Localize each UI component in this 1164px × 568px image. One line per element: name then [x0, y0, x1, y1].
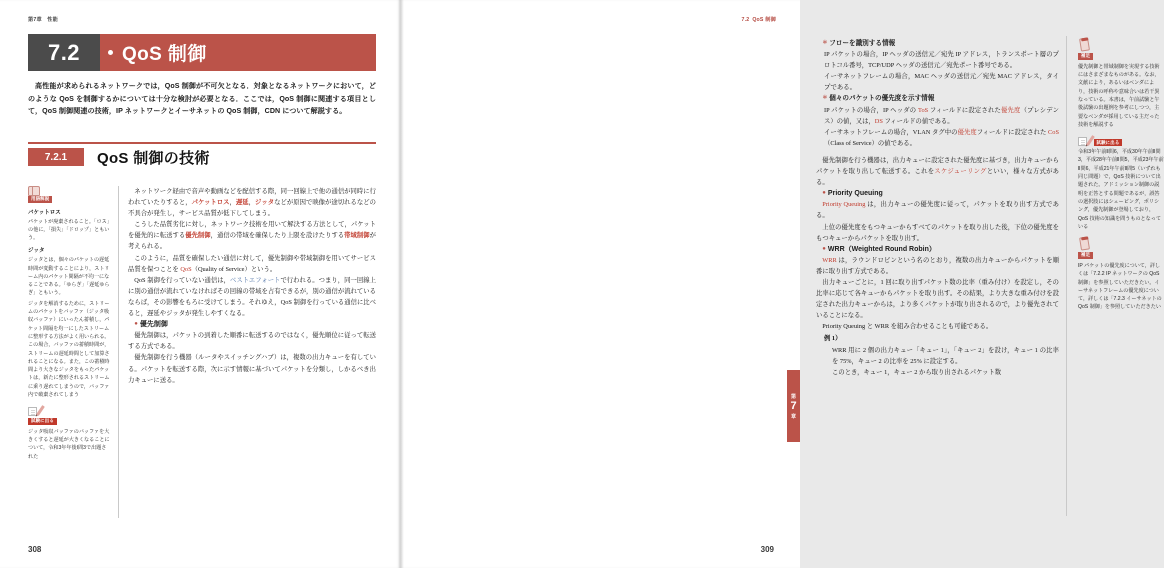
- heading-flow-identification: ＊ フローを識別する情報: [816, 38, 1059, 49]
- glossary-desc-packet-loss: パケットが廃棄されること。「ロス」の他に，「損失」「ドロップ」ともいう。: [28, 218, 110, 242]
- main-column-left: [128, 186, 376, 526]
- text-priority-ip: IP パケットの場合，IP ヘッダの ToS フィールドに設定された優先度（プレシデンス）の値，又は，DS フィールドの値である。: [824, 106, 1059, 125]
- page-left-308: [0, 0, 400, 568]
- glossary-term-jitter: ジッタ: [28, 248, 45, 255]
- heading-priority-queuing: ● Priority Queuing: [816, 188, 1059, 199]
- note-text-2: IP パケットの優先度について，詳しくは「7.2.2 IP ネットワークの QoS 制御」を参照していただきたい。イーサネットフレームの優先度について，詳しくは「7.2.3 イーサネットの QoS 制御」を参照していただきたい: [1078, 262, 1162, 311]
- running-head-right: [742, 16, 777, 23]
- running-head-section-number: 7.2: [741, 17, 750, 23]
- glossary-chip-wrap: [28, 196, 110, 204]
- memo-icon: [1078, 38, 1091, 51]
- glossary-chip: 用語解説: [28, 196, 52, 203]
- text-flow-ip: IP パケットの場合，IP ヘッダの送信元／宛先 IP アドレス，トランスポート層のプロトコル番号，TCP/UDP ヘッダの送信元／宛先ポート番号である。: [824, 51, 1059, 70]
- column-rule-right: [1066, 36, 1067, 516]
- exam-icon-row-right: [1078, 135, 1164, 146]
- example-line-1: WRR 用に 2 個の出力キュー「キュー 1」，「キュー 2」を設け，キュー 1 の比率を 75%，キュー 2 の比率を 25% に設定する。: [832, 346, 1059, 365]
- note-text-1: 優先制御と帯域制御を実現する技術にはさまざまなものがある。なお，文献により，あるいはベンダにより，技術の呼称や意味合いは若干異なっている。本書は，午前試験と午後試験の出題例を参考にしつつ，主要なベンダが採用している主だった技術を解説する: [1078, 63, 1160, 128]
- paragraph-wrr-combination: Priority Queuing と WRR を組み合わせることも可能である。: [822, 323, 993, 331]
- paragraph-scheduling: 優先制御を行う機器は，出力キューに設定された優先度に基づき，出力キューからパケットを取り出して転送する。これをスケジューリングといい，様々な方式がある。: [816, 156, 1060, 187]
- heading-packet-priority: ＊ 個々のパケットの優先度を示す情報: [816, 93, 1059, 104]
- running-head-left: 第7章 性能: [28, 17, 59, 23]
- example-label: 例 1）: [824, 335, 842, 343]
- running-head-section-title: QoS 制御: [752, 17, 776, 23]
- exam-pencil-icon: [28, 405, 41, 416]
- paragraph-pq-1: Priority Queuing は，出力キューの優先度に従って，パケットを取り出す方式である。: [816, 201, 1059, 220]
- paragraph-quality-degradation: ネットワーク経由で音声や動画などを配信する際，同一回線上で他の通信が同時に行われていたりすると，パケットロス，遅延，ジッタなどが原因で映像が途切れるなどの不具合が発生し，サービス品質が低下してしまう。: [128, 188, 376, 218]
- glossary-term-packet-loss: パケットロス: [28, 209, 61, 216]
- paragraph-priority-control-2: 優先制御を行う機器（ルータやスイッチングハブ）は，複数の出力キューを有している。パケットを転送する際，次に示す情報に基づいてパケットを分類し，しかるべき出力キューに送る。: [128, 354, 376, 384]
- thumb-tab-number: 7: [790, 399, 797, 412]
- memo-icon: [1078, 237, 1091, 250]
- note-chip-2: 補足: [1078, 252, 1093, 259]
- heading-wrr: ● WRR（Weighted Round Robin）: [816, 244, 1059, 255]
- note1-icon-row: [1078, 38, 1164, 51]
- example-line-2: このとき，キュー 1，キュー 2 から取り出されるパケット数: [832, 368, 1002, 376]
- page-number-left: 308: [28, 545, 42, 554]
- paragraph-best-effort: QoS 制御を行っていない通信は，ベストエフォートで行われる。つまり，同一回線上に別の通信が流れていなければその回線の帯域を占有できるが，別の通信が流れているならば，その影響をもろに受けてしまう。それゆえ，QoS 制御を行っている通信に比べると，遅延やジッタが発生しやすくなる。: [128, 276, 376, 318]
- glossary-desc-jitter-2: ジッタを解消するために，ストリームのパケットをバッファ（ジッタ吸収バッファ）にいったん蓄積し，パケット間隔を均一にしたストリームに整形する方法がよく用いられる。この場合，バッファの蓄積時間が，ストリームの遅延時間として加算されることになる。また，この蓄積時間より大きなジッタをもったパケットは，新たに整形されるストリームに乗り遅れてしまうので，バッファ内で破棄されてしまう: [28, 300, 110, 399]
- subsection-title: QoS 制御の技術: [97, 149, 210, 167]
- paragraph-qos-definition: このように，品質を確保したい通信に対して，優先制御や帯域制御を用いてサービス品質を保つことを QoS（Quality of Service）という。: [128, 254, 376, 273]
- text-flow-ethernet: イーサネットフレームの場合，MAC ヘッダの送信元／宛先 MAC アドレス，タイプである。: [824, 73, 1059, 92]
- glossary-desc-jitter-1: ジッタとは，個々のパケットの遅延時間が変動することにより，ストリーム内のパケット間隔が不均一になることである。「ゆらぎ」「遅延ゆらぎ」ともいう。: [28, 257, 110, 297]
- page-right-309: [400, 0, 1164, 568]
- thumb-tab-kanji-sho: 章: [790, 413, 796, 420]
- section-title-block: [100, 34, 376, 71]
- paragraph-wrr-2: 出力キューごとに，1 回に取り出すパケット数の比率（重み付け）を設定し，その比率に応じて各キューからパケットを取り出す。その結果，より大きな重み付けを設定された出力キューからは，より多くパケットが取り出されるので，より優先されていることになる。: [816, 278, 1059, 320]
- margin-column-right: [1078, 38, 1164, 528]
- subsection-title-bar: [28, 142, 376, 168]
- exam-chip-right: 試験に出る: [1094, 139, 1123, 146]
- note-chip-1: 補足: [1078, 53, 1093, 60]
- section-number: 7.2: [28, 34, 100, 71]
- main-column-right: [816, 38, 1059, 528]
- paragraph-wrr-1: WRR は，ラウンドロビンという名のとおり，複数の出力キューからパケットを順番に取り出す方式である。: [816, 256, 1059, 275]
- paragraph-priority-control-1: 優先制御は，パケットの到着した順番に転送するのではなく，優先順位に従って転送する方式である。: [128, 332, 376, 351]
- subsection-number: 7.2.1: [28, 148, 84, 166]
- note1-chip-wrap: [1078, 53, 1164, 61]
- thumb-tab-kanji-chapter: 第: [790, 393, 796, 400]
- section-lead-paragraph: 高性能が求められるネットワークでは，QoS 制御が不可欠となる．対象となるネットワークにおいて，どのような QoS を制御するかについては十分な検討が必要となる．ここでは，QoS 制御に関連する項目として，QoS 制御関連の技術，IP ネットワークとイーサネットの QoS 制御，CDN について解説する。: [28, 82, 376, 116]
- exam-note-text-right: 令和3年午前Ⅱ問6，平成30年午前Ⅱ問3，平成28年午前Ⅱ問5，平成23年午前Ⅱ問6，平成21年午前Ⅱ問5（いずれも同じ問題）で，QoS 技術について出題された。アドミッション制御の説明を正答とする問題であるが，誤答の選択肢にはシェーピング，ポリシング，優先制御が登場しており，QoS 技術の知識を問うものとなっている: [1078, 149, 1164, 230]
- section-title-bar: [28, 34, 376, 71]
- exam-chip: 試験に出る: [28, 418, 57, 425]
- exam-chip-row: [28, 405, 110, 416]
- column-rule-left: [118, 186, 119, 518]
- page-number-right: 309: [760, 545, 774, 554]
- section-title: QoS 制御: [122, 44, 207, 65]
- note2-icon-row: [1078, 237, 1164, 250]
- paragraph-solutions: こうした品質劣化に対し，ネットワーク技術を用いて解決する方法として，パケットを優先的に転送する優先制御，通信の帯域を確保したり上限を設けたりする帯域制御が考えられる。: [128, 221, 376, 251]
- margin-column-left: [28, 186, 110, 531]
- exam-chip-wrap: [28, 418, 110, 426]
- exam-pencil-icon: [1078, 135, 1091, 146]
- chapter-thumb-tab: [787, 370, 800, 442]
- text-priority-ethernet: イーサネットフレームの場合，VLAN タグ中の優先度フィールドに設定された CoS（Class of Service）の値である。: [824, 128, 1059, 147]
- exam-note-text: ジッタ吸収バッファのバッファを大きくすると遅延が大きくなることについて，令和3年年後Ⅰ問3で出題された: [28, 428, 110, 460]
- heading-priority-control: ● 優先制御: [128, 319, 376, 330]
- glossary-chip-row: [28, 186, 110, 194]
- book-icon: [28, 186, 40, 194]
- paragraph-pq-2: 上位の優先度をもつキューからすべてのパケットを取り出した後，下位の優先度をもつキューからパケットを取り出す。: [816, 223, 1059, 242]
- note2-chip-wrap: [1078, 252, 1164, 260]
- bullet-dot-icon: [108, 50, 113, 55]
